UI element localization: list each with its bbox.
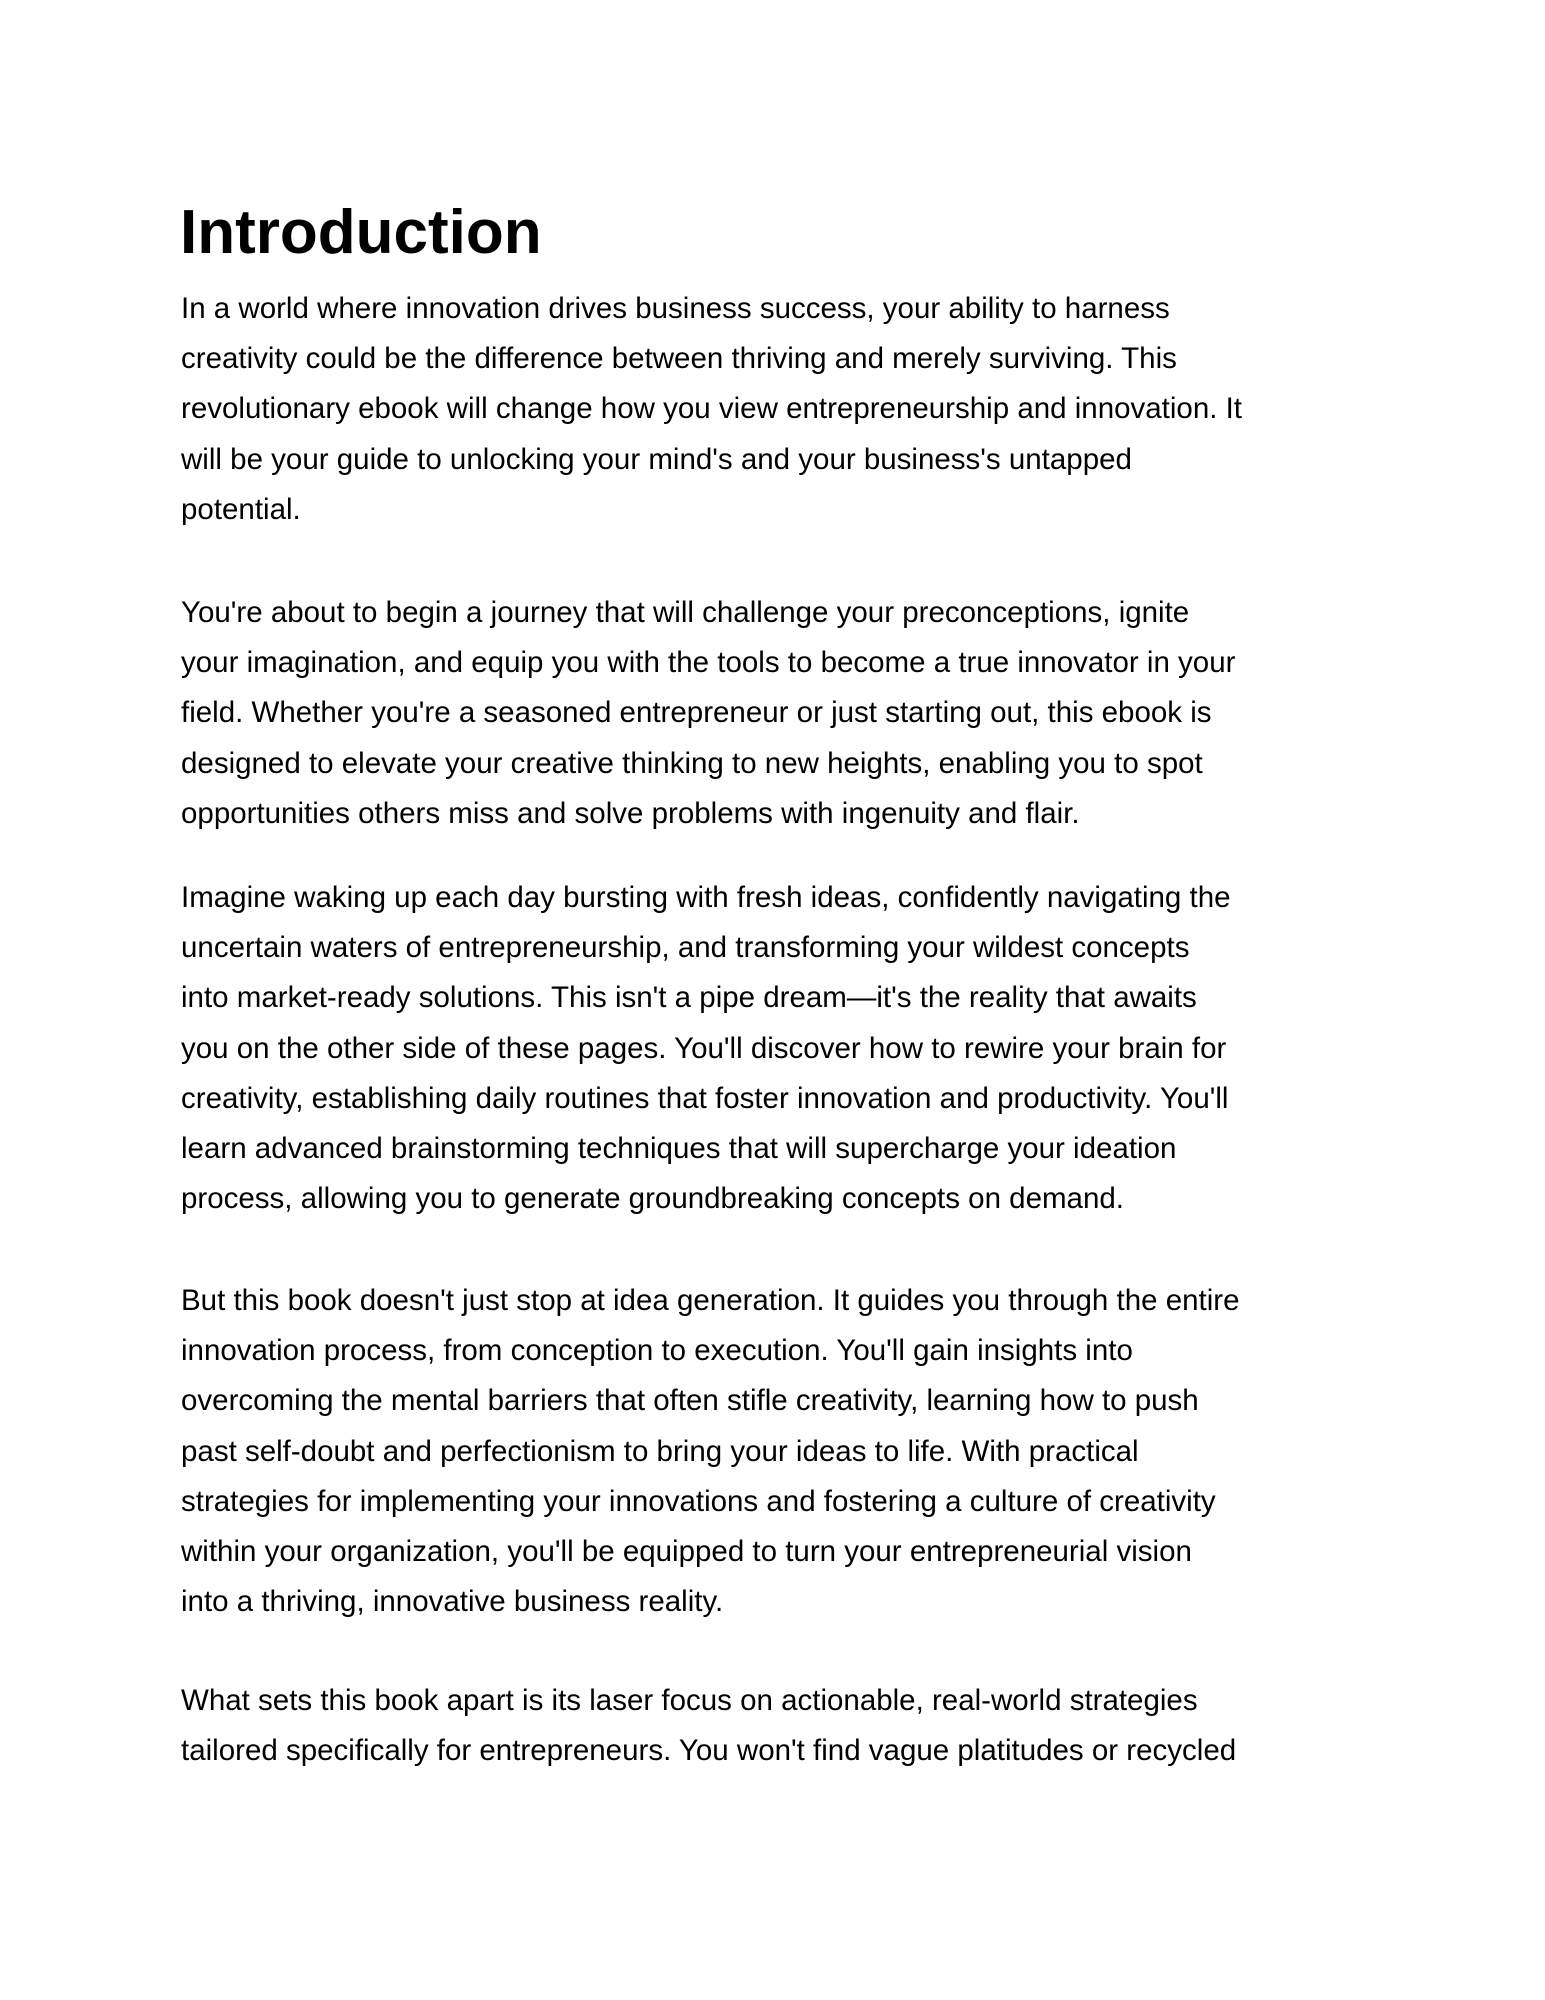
text-line: past self-doubt and perfectionism to bring your ideas to life. With practical (181, 1434, 1139, 1468)
text-line: What sets this book apart is its laser focus on actionable, real-world strategies (181, 1684, 1198, 1717)
paragraph-5 (181, 1676, 1236, 1776)
text-line: process, allowing you to generate groundbreaking concepts on demand. (181, 1182, 1124, 1216)
text-line: creativity, establishing daily routines that foster innovation and productivity. You'll (181, 1081, 1229, 1115)
text-line: you on the other side of these pages. You'll discover how to rewire your brain for (181, 1031, 1227, 1065)
text-line: opportunities others miss and solve problems with ingenuity and flair. (181, 796, 1080, 830)
paragraph-2 (181, 588, 1235, 839)
paragraph-1 (181, 284, 1242, 535)
text-line: revolutionary ebook will change how you view entrepreneurship and innovation. It (181, 392, 1243, 426)
text-line: overcoming the mental barriers that often stifle creativity, learning how to push (181, 1384, 1199, 1418)
text-line: potential. (181, 492, 301, 526)
paragraph-4 (181, 1276, 1240, 1627)
text-line: field. Whether you're a seasoned entrepreneur or just starting out, this ebook is (181, 696, 1212, 730)
text-line: your imagination, and equip you with the tools to become a true innovator in your (181, 646, 1236, 680)
text-line: learn advanced brainstorming techniques that will supercharge your ideation (181, 1132, 1177, 1166)
text-line: But this book doesn't just stop at idea generation. It guides you through the entire (181, 1284, 1240, 1317)
text-line: strategies for implementing your innovations and fostering a culture of creativity (181, 1484, 1216, 1518)
text-line: designed to elevate your creative thinking to new heights, enabling you to spot (181, 746, 1203, 780)
text-line: into market-ready solutions. This isn't a pipe dream—it's the reality that awaits (181, 981, 1197, 1015)
text-line: creativity could be the difference between thriving and merely surviving. This (181, 342, 1177, 376)
text-line: Imagine waking up each day bursting with fresh ideas, confidently navigating the (181, 881, 1231, 914)
text-line: You're about to begin a journey that will challenge your preconceptions, ignite (181, 596, 1190, 629)
text-line: innovation process, from conception to execution. You'll gain insights into (181, 1334, 1133, 1368)
text-line: into a thriving, innovative business reality. (181, 1585, 724, 1619)
text-line: tailored specifically for entrepreneurs. You won't find vague platitudes or recycled (181, 1734, 1237, 1768)
page-title: Introduction (180, 198, 542, 267)
text-line: will be your guide to unlocking your mind's and your business's untapped (181, 442, 1132, 476)
text-line: within your organization, you'll be equipped to turn your entrepreneurial vision (181, 1535, 1192, 1569)
text-line: uncertain waters of entrepreneurship, and transforming your wildest concepts (181, 931, 1190, 965)
paragraph-3 (181, 873, 1231, 1224)
text-line: In a world where innovation drives business success, your ability to harness (181, 292, 1170, 325)
